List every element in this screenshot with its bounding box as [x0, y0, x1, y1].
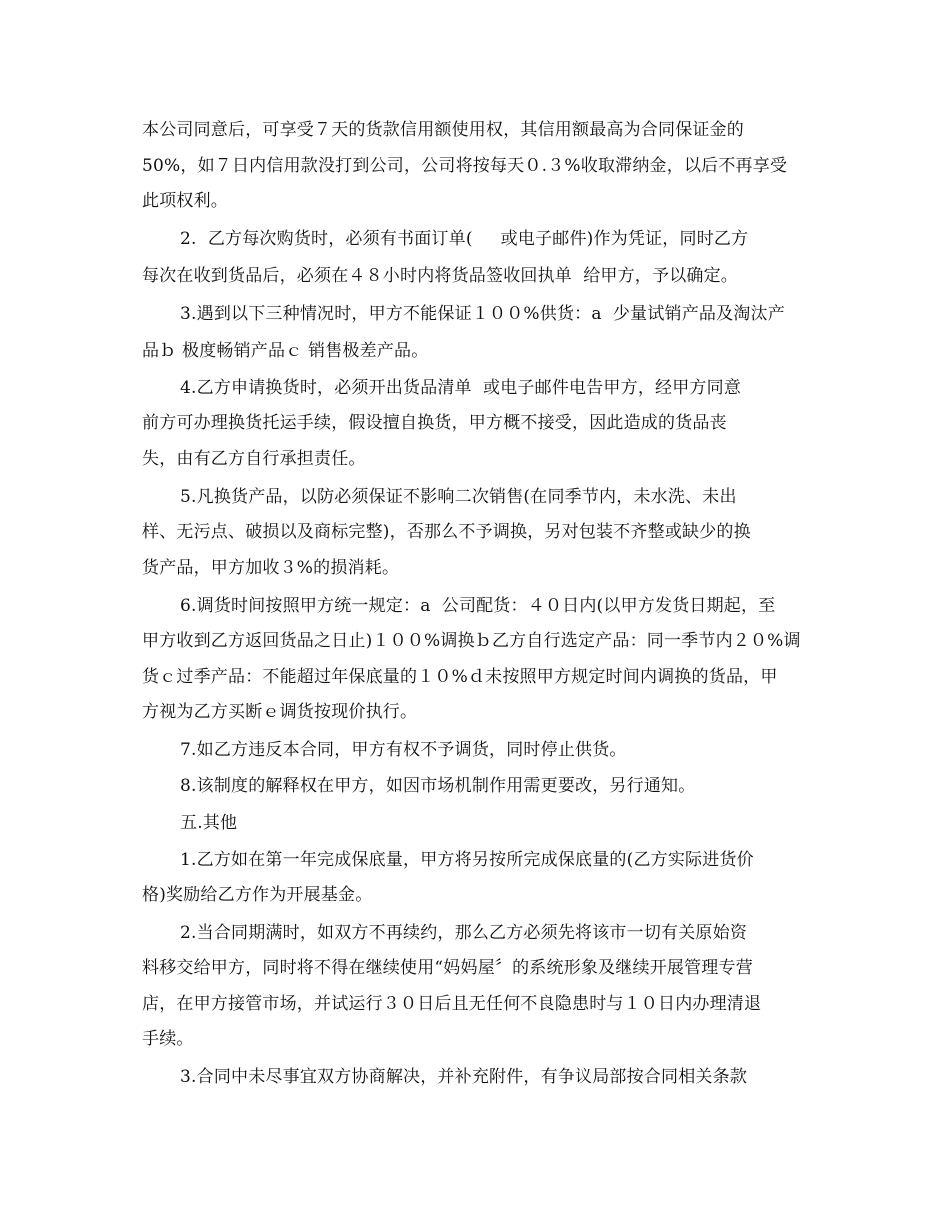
text-line: 甲方收到乙方返回货品之日止)１００%调换ｂ乙方自行选定产品：同一季节内２０%调: [142, 631, 801, 651]
text-line: 料移交给甲方，同时将不得在继续使用“妈妈屋〞的系统形象及继续开展管理专营: [142, 958, 753, 978]
text-line: 货产品，甲方加收３%的损消耗。: [142, 558, 400, 578]
text-line: 货ｃ过季产品：不能超过年保底量的１０%ｄ未按照甲方规定时间内调换的货品，甲: [142, 667, 778, 687]
text-line: 方视为乙方买断ｅ调货按现价执行。: [142, 702, 418, 722]
text-line: 8.该制度的解释权在甲方，如因市场机制作用需更要改，另行通知。: [180, 776, 696, 796]
text-line: 品ｂ 极度畅销产品ｃ 销售极差产品。: [142, 341, 429, 361]
text-line: 6.调货时间按照甲方统一规定：a 公司配货：４０日内(以甲方发货日期起，至: [180, 596, 776, 616]
text-line: 3.合同中未尽事宜双方协商解决，并补充附件，有争议局部按合同相关条款: [180, 1067, 748, 1087]
text-line: 7.如乙方违反本合同，甲方有权不予调货，同时停止供货。: [180, 740, 627, 760]
text-line: 2. 乙方每次购货时，必须有书面订单( 或电子邮件)作为凭证，同时乙方: [180, 229, 749, 249]
text-line: 每次在收到货品后，必须在４８小时内将货品签收回执单 给甲方，予以确定。: [142, 266, 739, 286]
text-line: 5.凡换货产品，以防必须保证不影响二次销售(在同季节内，未水洗、未出: [180, 487, 737, 507]
text-line: 本公司同意后，可享受７天的货款信用额使用权，其信用额最高为合同保证金的: [142, 120, 744, 140]
text-line: 手续。: [142, 1029, 194, 1049]
text-line: 样、无污点、破损以及商标完整)，否那么不予调换，另对包装不齐整或缺少的换: [142, 522, 751, 542]
text-line: 4.乙方申请换货时，必须开出货品清单 或电子邮件电告甲方，经甲方同意: [180, 378, 742, 398]
text-line: 格)奖励给乙方作为开展基金。: [142, 885, 373, 905]
section-heading: 五.其他: [180, 813, 238, 833]
text-line: 2.当合同期满时，如双方不再续约，那么乙方必须先将该市一切有关原始资: [180, 923, 748, 943]
text-line: 50%，如７日内信用款没打到公司，公司将按每天０.３%收取滞纳金，以后不再享受: [142, 156, 788, 176]
text-line: 店，在甲方接管市场，并试运行３０日后且无任何不良隐患时与１０日内办理清退: [142, 994, 762, 1014]
text-line: 1.乙方如在第一年完成保底量，甲方将另按所完成保底量的(乙方实际进货价: [180, 850, 754, 870]
text-line: 此项权利。: [142, 191, 228, 211]
text-line: 3.遇到以下三种情况时，甲方不能保证１００%供货：a 少量试销产品及淘汰产: [180, 304, 785, 324]
text-line: 失，由有乙方自行承担责任。: [142, 449, 366, 469]
text-line: 前方可办理换货托运手续，假设擅自换货，甲方概不接受，因此造成的货品丧: [142, 413, 727, 433]
